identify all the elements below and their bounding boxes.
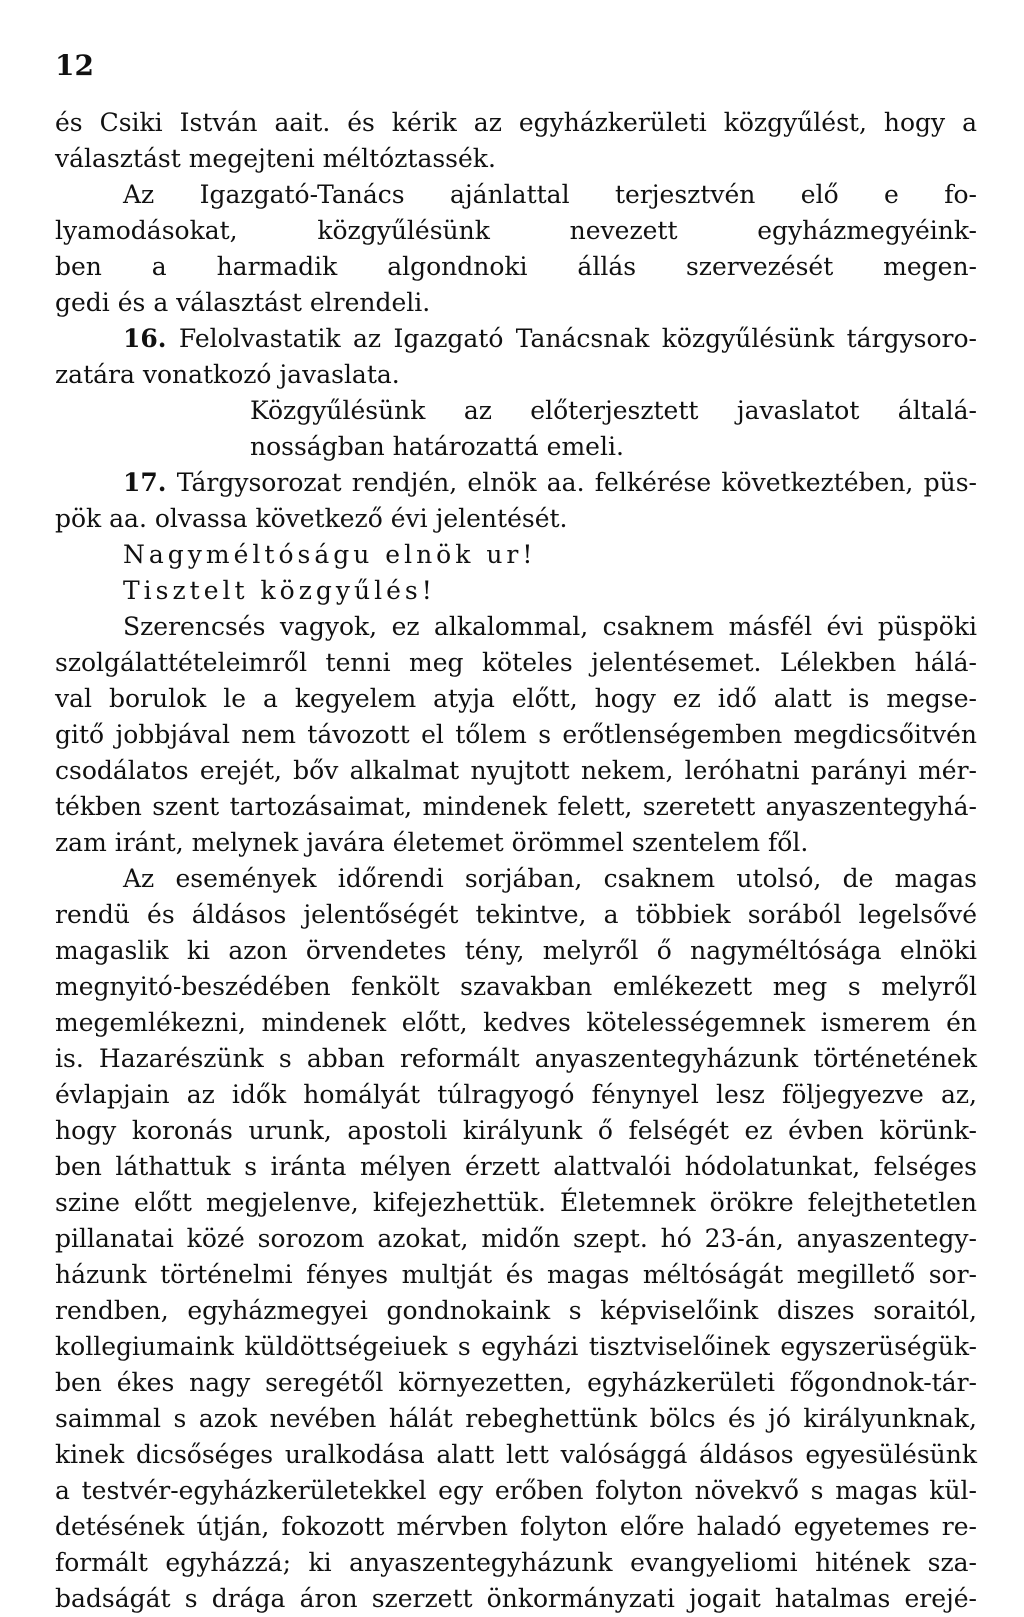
text-line: pök aa. olvassa következő évi jelentését. [55, 504, 568, 533]
text-line: lyamodásokat, közgyűlésünk nevezett egyházmegyéink- [55, 216, 977, 245]
salutation: Tisztelt közgyűlés! [123, 576, 436, 605]
text-line: rendü és áldásos jelentőségét tekintve, a többiek sorából legelsővé [55, 900, 977, 929]
text-line: megnyitó-beszédében fenkölt szavakban emlékezett meg s melyről [55, 972, 977, 1001]
section-number: 17. [123, 468, 167, 497]
text-line: Az események időrendi sorjában, csaknem utolsó, de magas [123, 864, 977, 893]
text-line: gitő jobbjával nem távozott el tőlem s erőtlenségemben megdicsőitvén [55, 720, 977, 749]
text-line: badságát s drága áron szerzett önkormányzati jogait hatalmas erejé- [55, 1584, 977, 1613]
salutation: Nagyméltóságu elnök ur! [123, 540, 537, 569]
text-line [123, 321, 977, 357]
text-line: a testvér-egyházkerületekkel egy erőben folyton növekvő s magas kül- [55, 1476, 977, 1505]
text-line: Szerencsés vagyok, ez alkalommal, csaknem másfél évi püspöki [123, 612, 977, 641]
text-line: Közgyűlésünk az előterjesztett javaslatot általá- [250, 396, 977, 425]
text-line: évlapjain az idők homályát túlragyogó fénynyel lesz följegyezve az, [55, 1080, 977, 1109]
text-line: nosságban határozattá emeli. [250, 432, 624, 461]
text-line: is. Hazarészünk s abban reformált anyaszentegyházunk történetének [55, 1044, 977, 1073]
text-line: zam iránt, melynek javára életemet örömmel szentelem fől. [55, 828, 809, 857]
text-line: szine előtt megjelenve, kifejezhettük. Életemnek örökre felejthetetlen [55, 1188, 977, 1217]
text-line: gedi és a választást elrendeli. [55, 288, 431, 317]
text-line: zatára vonatkozó javaslata. [55, 360, 400, 389]
section-heading-text: Felolvastatik az Igazgató Tanácsnak közgyűlésünk tárgysoro- [178, 324, 977, 353]
text-line: házunk történelmi fényes multját és magas méltóságát megillető sor- [55, 1260, 977, 1289]
text-line: csodálatos erejét, bőv alkalmat nyujtott nekem, leróhatni parányi mér- [55, 756, 977, 785]
section-heading-text: Tárgysorozat rendjén, elnök aa. felkérése következtében, püs- [176, 468, 978, 497]
text-line: formált egyházzá; ki anyaszentegyházunk evangyeliomi hitének sza- [55, 1548, 977, 1577]
text-line: kinek dicsőséges uralkodása alatt lett valósággá áldásos egyesülésünk [55, 1440, 977, 1469]
section-number: 16. [123, 324, 167, 353]
text-line: ben ékes nagy seregétől környezetten, egyházkerületi főgondnok-tár- [55, 1368, 977, 1397]
text-line: Az Igazgató-Tanács ajánlattal terjesztvén elő e fo- [123, 180, 977, 209]
text-line: detésének útján, fokozott mérvben folyton előre haladó egyetemes re- [55, 1512, 977, 1541]
text-line: választást megejteni méltóztassék. [55, 144, 496, 173]
text-line: ben láthattuk s iránta mélyen érzett alattvalói hódolatunkat, felséges [55, 1152, 977, 1181]
text-line: saimmal s azok nevében hálát rebeghettünk bölcs és jó királyunknak, [55, 1404, 977, 1433]
text-line: tékben szent tartozásaimat, mindenek felett, szeretett anyaszentegyhá- [55, 792, 977, 821]
text-line [123, 465, 977, 501]
text-line: ben a harmadik algondnoki állás szervezését megen- [55, 252, 977, 281]
text-line: hogy koronás urunk, apostoli királyunk ő felségét ez évben körünk- [55, 1116, 977, 1145]
text-line: megemlékezni, mindenek előtt, kedves kötelességemnek ismerem én [55, 1008, 977, 1037]
text-line: szolgálattételeimről tenni meg köteles jelentésemet. Lélekben hálá- [55, 648, 977, 677]
text-line: pillanatai közé sorozom azokat, midőn szept. hó 23-án, anyaszentegy- [55, 1224, 977, 1253]
text-line: val borulok le a kegyelem atyja előtt, hogy ez idő alatt is megse- [55, 684, 977, 713]
text-line: kollegiumaink küldöttségeiuek s egyházi tisztviselőinek egyszerüségük- [55, 1332, 977, 1361]
text-line: magaslik ki azon örvendetes tény, melyről ő nagyméltósága elnöki [55, 936, 977, 965]
text-line: és Csiki István aait. és kérik az egyházkerületi közgyűlést, hogy a [55, 108, 977, 137]
page-number: 12 [55, 49, 94, 82]
text-line: rendben, egyházmegyei gondnokaink s képviselőink diszes soraitól, [55, 1296, 977, 1325]
